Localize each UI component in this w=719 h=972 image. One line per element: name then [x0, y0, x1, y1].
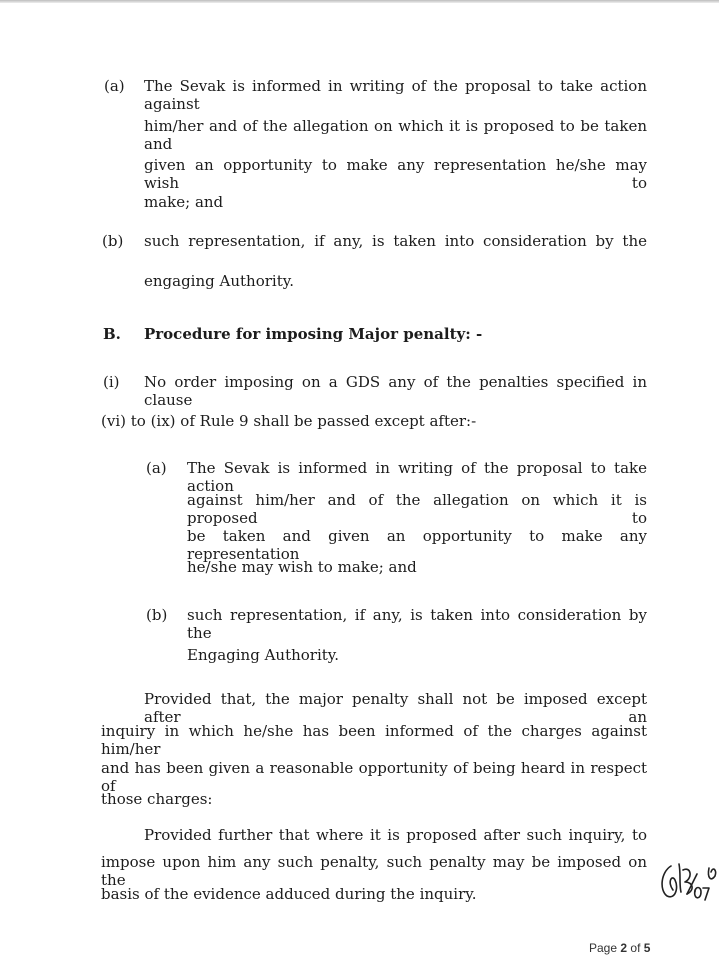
item-a-line-3: given an opportunity to make any representation he/she may wish to: [144, 156, 647, 192]
footer-of-word: of: [630, 941, 641, 955]
proviso-1-line-2: inquiry in which he/she has been informed of the charges against him/her: [101, 722, 647, 758]
item-a-line-1: The Sevak is informed in writing of the proposal to take action against: [144, 77, 647, 113]
item-a-label: (a): [104, 77, 125, 95]
handwritten-initials-icon: [657, 860, 719, 906]
proviso-2-line-1: Provided further that where it is proposed after such inquiry, to: [144, 826, 647, 844]
sub-a-label: (a): [146, 459, 167, 477]
item-a-line-4: make; and: [144, 193, 224, 211]
footer-page-number: 2: [620, 941, 628, 955]
proviso-1-line-3: and has been given a reasonable opportunity of being heard in respect of: [101, 759, 647, 795]
section-b-heading: Procedure for imposing Major penalty: -: [144, 325, 483, 343]
item-b-line-2: engaging Authority.: [144, 272, 294, 290]
clause-i-line-2: (vi) to (ix) of Rule 9 shall be passed except after:-: [101, 412, 477, 430]
proviso-1-line-4: those charges:: [101, 790, 213, 808]
footer-page-word: Page: [589, 941, 618, 955]
proviso-1-line-1: Provided that, the major penalty shall not be imposed except after an: [144, 690, 647, 726]
item-b-label: (b): [102, 232, 124, 250]
sub-b-line-2: Engaging Authority.: [187, 646, 340, 664]
section-b-label: B.: [103, 325, 121, 343]
footer-total-pages: 5: [643, 941, 651, 955]
sub-b-line-1: such representation, if any, is taken into consideration by the: [187, 606, 647, 642]
item-b-line-1: such representation, if any, is taken into consideration by the: [144, 232, 647, 250]
sub-a-line-3: be taken and given an opportunity to make any representation: [187, 527, 647, 563]
sub-a-line-4: he/she may wish to make; and: [187, 558, 417, 576]
proviso-2-line-2: impose upon him any such penalty, such penalty may be imposed on the: [101, 853, 647, 889]
page-number-footer: [589, 941, 650, 955]
clause-i-label: (i): [103, 373, 120, 391]
sub-a-line-1: The Sevak is informed in writing of the proposal to take action: [187, 459, 647, 495]
sub-b-label: (b): [146, 606, 168, 624]
item-a-line-2: him/her and of the allegation on which it is proposed to be taken and: [144, 117, 647, 153]
proviso-2-line-3: basis of the evidence adduced during the inquiry.: [101, 885, 477, 903]
clause-i-line-1: No order imposing on a GDS any of the penalties specified in clause: [144, 373, 647, 409]
sub-a-line-2: against him/her and of the allegation on which it is proposed to: [187, 491, 647, 527]
